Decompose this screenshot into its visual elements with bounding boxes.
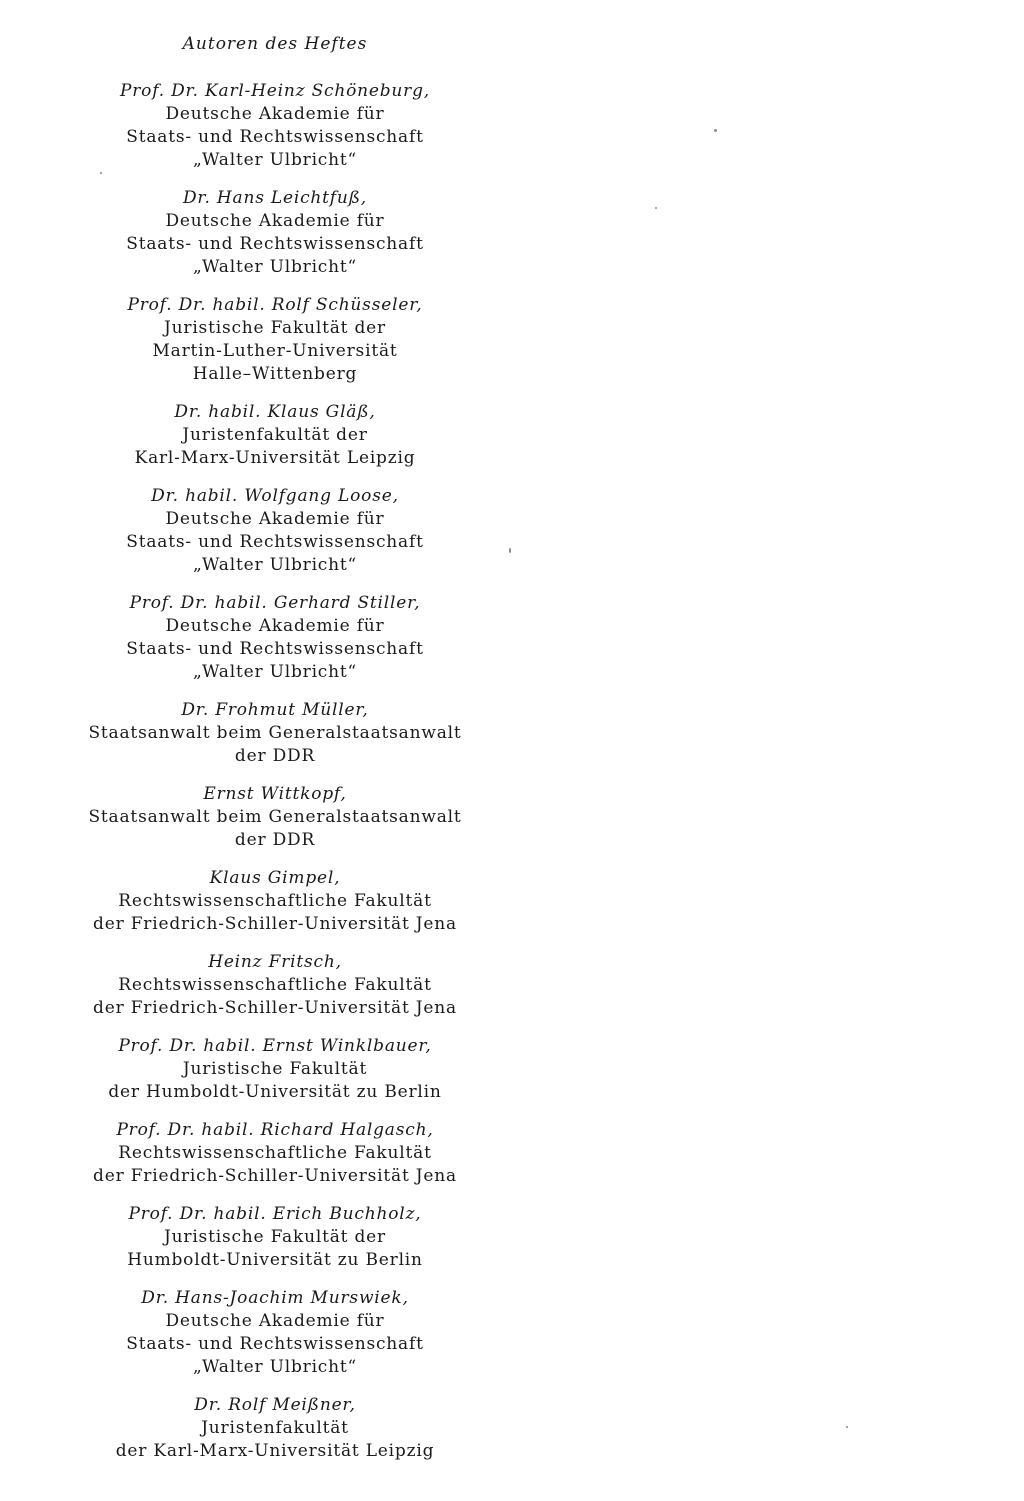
affiliation-line: der Friedrich-Schiller-Universität Jena: [93, 1166, 457, 1186]
affiliation-line: Juristenfakultät der: [182, 425, 368, 445]
affiliation-line: Deutsche Akademie für: [165, 616, 385, 636]
author-entry: [60, 867, 490, 936]
affiliation-line: „Walter Ulbricht“: [193, 150, 357, 170]
scan-speck: [100, 172, 102, 174]
affiliation-line: Staats- und Rechtswissenschaft: [126, 532, 424, 552]
author-name: Klaus Gimpel,: [209, 868, 341, 888]
author-entry: [60, 951, 490, 1020]
author-name: Prof. Dr. habil. Erich Buchholz,: [128, 1204, 422, 1224]
affiliation-line: Rechtswissenschaftliche Fakultät: [118, 1143, 432, 1163]
author-name: Prof. Dr. habil. Richard Halgasch,: [116, 1120, 434, 1140]
page-heading: Autoren des Heftes: [182, 34, 368, 54]
affiliation-line: „Walter Ulbricht“: [193, 555, 357, 575]
affiliation-line: Juristische Fakultät der: [164, 1227, 386, 1247]
author-name: Dr. Rolf Meißner,: [194, 1395, 356, 1415]
affiliation-line: Rechtswissenschaftliche Fakultät: [118, 975, 432, 995]
scan-speck: [846, 1426, 848, 1428]
scan-speck: [655, 207, 657, 209]
author-entry: [60, 1287, 490, 1379]
author-name: Ernst Wittkopf,: [203, 784, 347, 804]
affiliation-line: Staats- und Rechtswissenschaft: [126, 639, 424, 659]
affiliation-line: Staats- und Rechtswissenschaft: [126, 1334, 424, 1354]
affiliation-line: Karl-Marx-Universität Leipzig: [134, 448, 416, 468]
author-name: Dr. habil. Klaus Gläß,: [174, 402, 376, 422]
affiliation-line: Martin-Luther-Universität: [152, 341, 398, 361]
scan-speck: [714, 129, 717, 132]
author-entry: [60, 699, 490, 768]
affiliation-line: der Friedrich-Schiller-Universität Jena: [93, 998, 457, 1018]
affiliation-line: Staats- und Rechtswissenschaft: [126, 127, 424, 147]
affiliation-line: „Walter Ulbricht“: [193, 257, 357, 277]
author-name: Dr. Frohmut Müller,: [181, 700, 369, 720]
author-name: Dr. Hans Leichtfuß,: [182, 188, 368, 208]
author-name: Dr. habil. Wolfgang Loose,: [151, 486, 399, 506]
author-name: Heinz Fritsch,: [208, 952, 342, 972]
author-entry: [60, 592, 490, 684]
affiliation-line: der DDR: [234, 830, 316, 850]
affiliation-line: Juristenfakultät: [201, 1418, 349, 1438]
author-entry: [60, 294, 490, 386]
author-list: [60, 30, 490, 1478]
author-entry: [60, 80, 490, 172]
author-entry: [60, 1394, 490, 1463]
author-name: Dr. Hans-Joachim Murswiek,: [141, 1288, 409, 1308]
scan-speck: [509, 548, 511, 553]
author-entry: [60, 783, 490, 852]
affiliation-line: Juristische Fakultät der: [164, 318, 386, 338]
author-name: Prof. Dr. habil. Ernst Winklbauer,: [118, 1036, 432, 1056]
affiliation-line: Rechtswissenschaftliche Fakultät: [118, 891, 432, 911]
author-entry: [60, 187, 490, 279]
affiliation-line: Staatsanwalt beim Generalstaatsanwalt: [88, 723, 462, 743]
affiliation-line: der Karl-Marx-Universität Leipzig: [115, 1441, 435, 1461]
affiliation-line: Humboldt-Universität zu Berlin: [127, 1250, 423, 1270]
affiliation-line: Halle–Wittenberg: [192, 364, 358, 384]
affiliation-line: Staatsanwalt beim Generalstaatsanwalt: [88, 807, 462, 827]
affiliation-line: Deutsche Akademie für: [165, 509, 385, 529]
affiliation-line: „Walter Ulbricht“: [193, 662, 357, 682]
affiliation-line: Deutsche Akademie für: [165, 104, 385, 124]
affiliation-line: Deutsche Akademie für: [165, 211, 385, 231]
author-entry: [60, 1035, 490, 1104]
author-entry: [60, 1119, 490, 1188]
author-name: Prof. Dr. habil. Rolf Schüsseler,: [127, 295, 423, 315]
affiliation-line: Staats- und Rechtswissenschaft: [126, 234, 424, 254]
author-name: Prof. Dr. Karl-Heinz Schöneburg,: [120, 81, 430, 101]
affiliation-line: der Friedrich-Schiller-Universität Jena: [93, 914, 457, 934]
author-entry: [60, 401, 490, 470]
affiliation-line: der DDR: [234, 746, 316, 766]
affiliation-line: Juristische Fakultät: [182, 1059, 368, 1079]
affiliation-line: „Walter Ulbricht“: [193, 1357, 357, 1377]
author-name: Prof. Dr. habil. Gerhard Stiller,: [129, 593, 421, 613]
affiliation-line: der Humboldt-Universität zu Berlin: [108, 1082, 442, 1102]
affiliation-line: Deutsche Akademie für: [165, 1311, 385, 1331]
author-entry: [60, 485, 490, 577]
author-entry: [60, 1203, 490, 1272]
